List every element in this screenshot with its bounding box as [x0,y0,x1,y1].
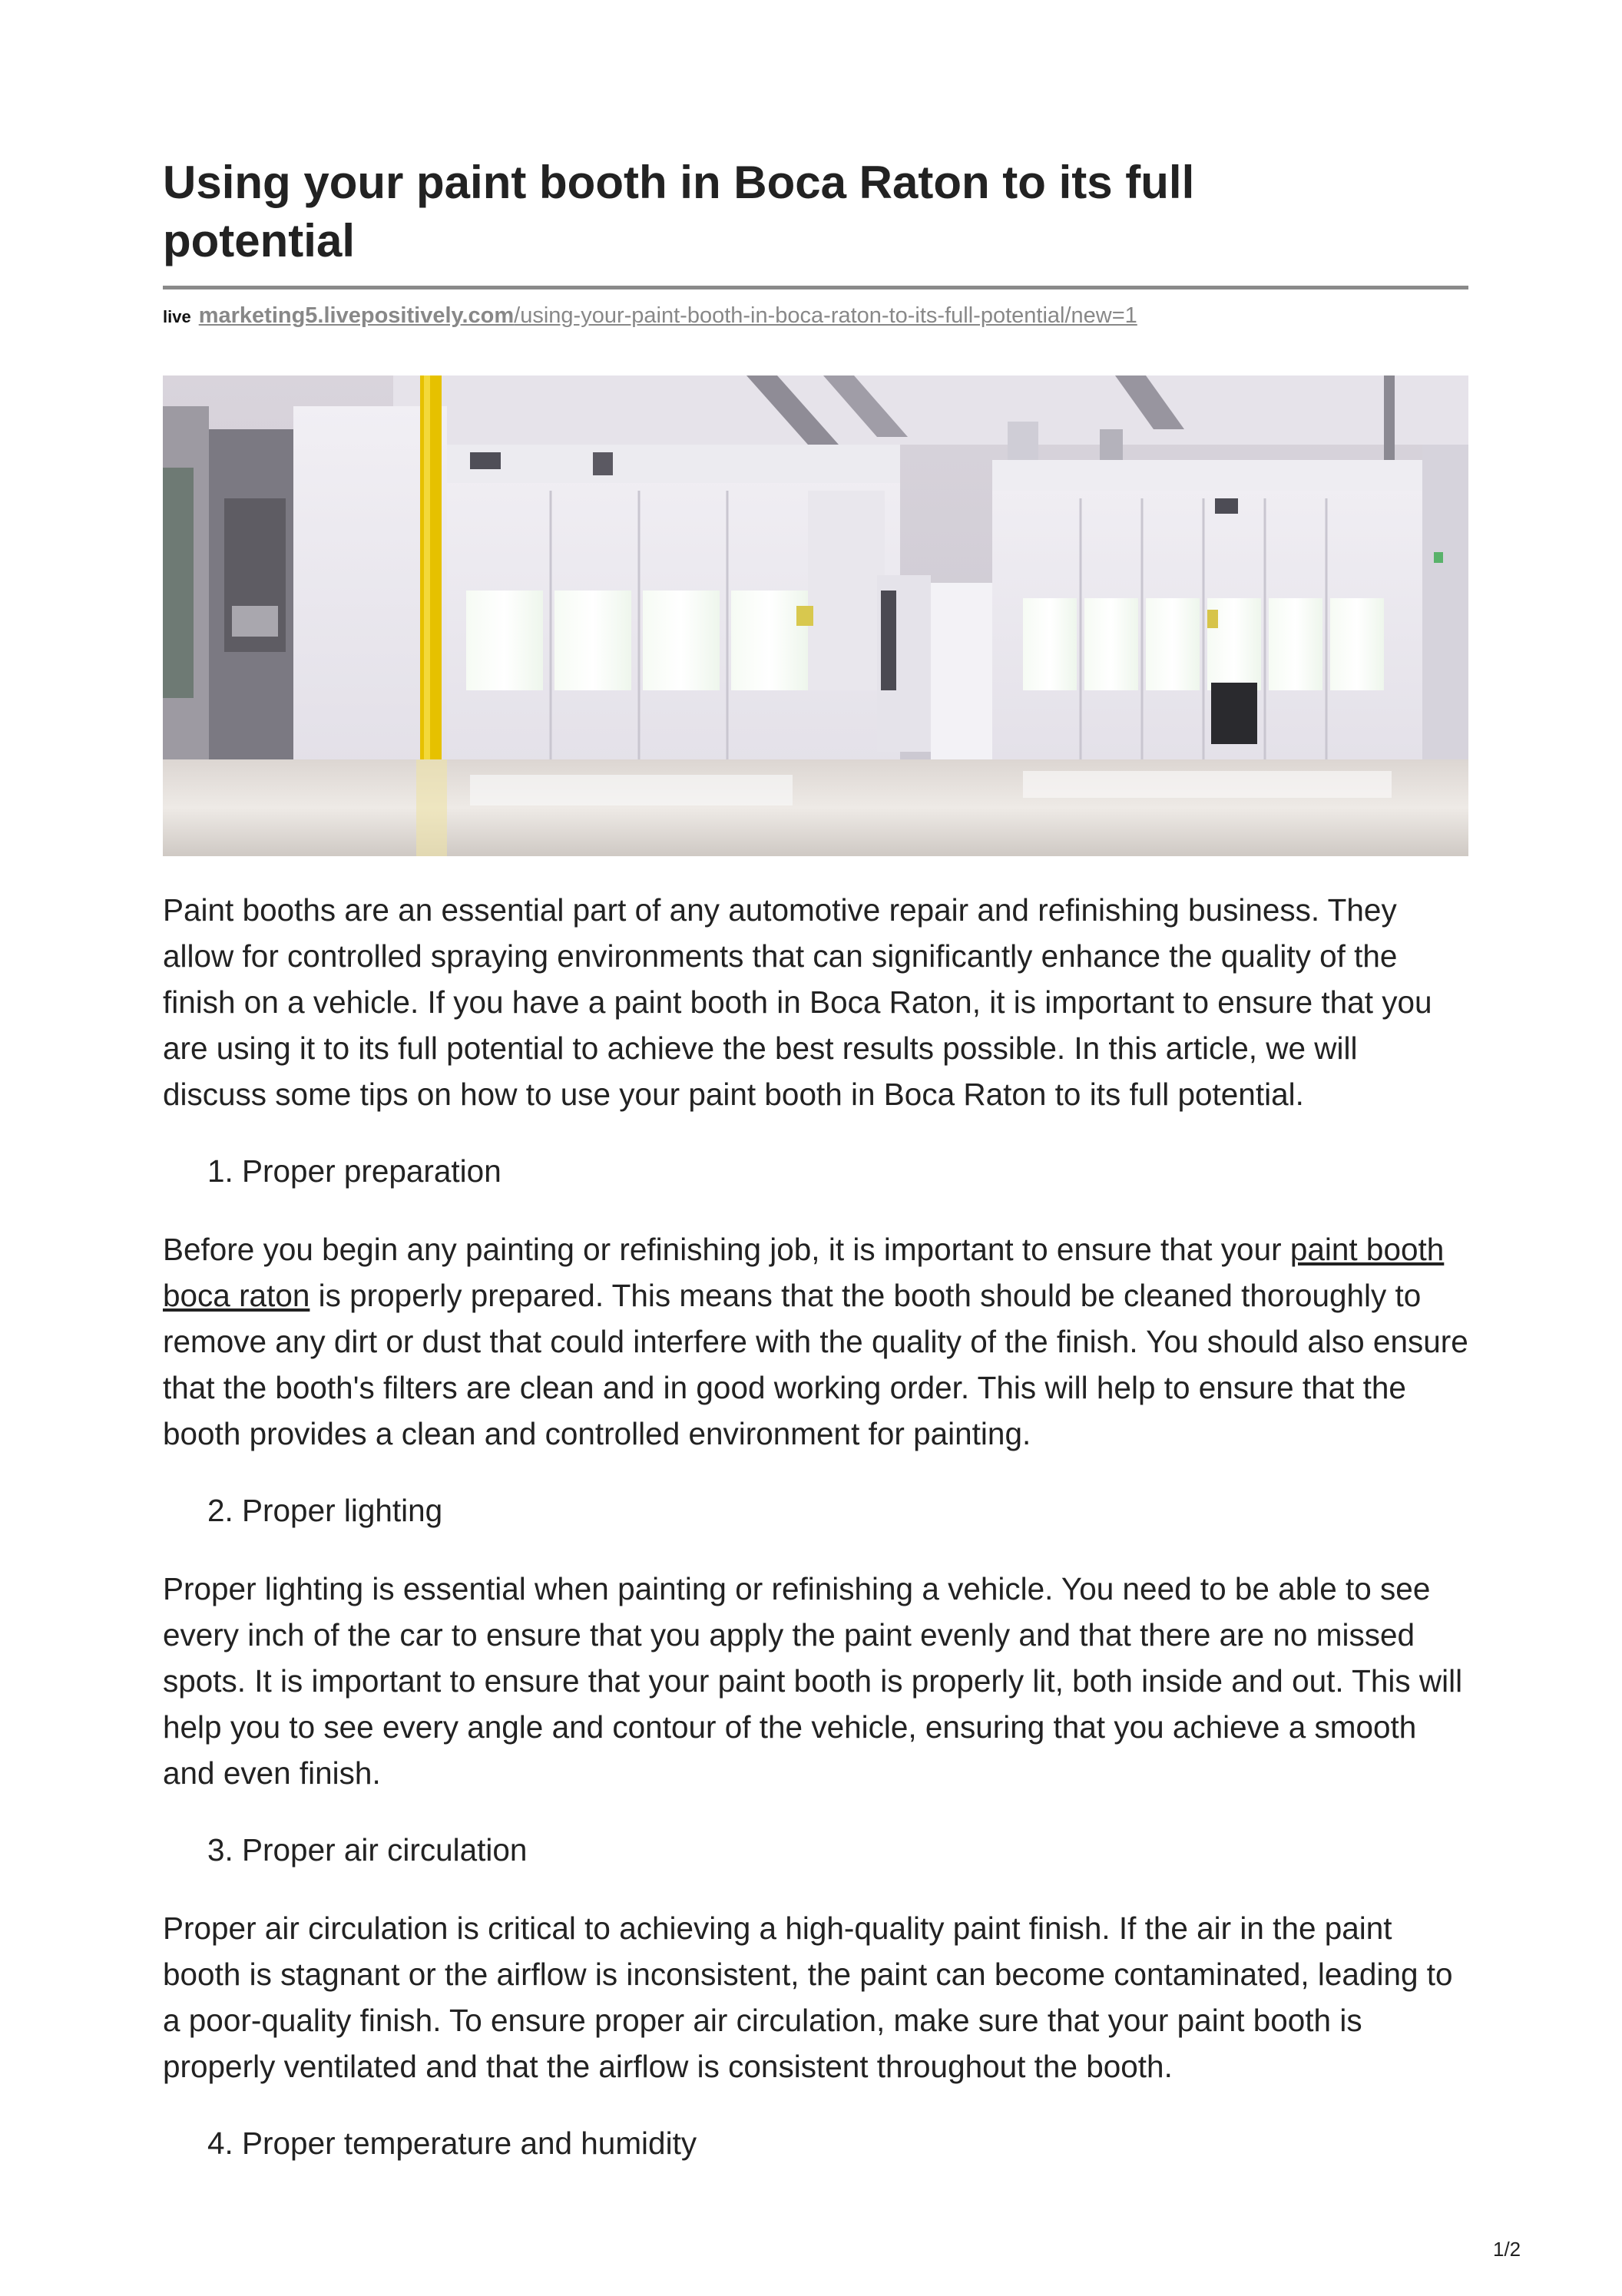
page-number: 1/2 [1493,2238,1521,2261]
article-title: Using your paint booth in Boca Raton to its full potential [163,157,1195,266]
paint-booth-photo [163,375,1468,856]
preparation-text-start: Before you begin any painting or refinishing job, it is important to ensure that your [163,1232,1290,1267]
section-body-lighting: Proper lighting is essential when painting or refinishing a vehicle. You need to be able to see every inch of the car to ensure that you apply the paint evenly and that there are no missed spots. It is important to ensure that your paint booth is properly lit, both inside and out. This will help you to see every angle and contour of the vehicle, ensuring that you achieve a smooth and even finish. [163,1571,1463,1791]
source-domain-link[interactable]: marketing5.livepositively.com [198,303,515,328]
preparation-text-end: is properly prepared. This means that the booth should be cleaned thoroughly to remove any dirt or dust that could interfere with the quality of the finish. You should also ensure that the booth's filters are clean and in good working order. This will help to ensure that the booth provides a clean and controlled environment for painting. [163,1278,1468,1451]
section-heading-lighting: 2. Proper lighting [207,1493,443,1528]
section-body-preparation [163,1226,1468,1457]
intro-paragraph: Paint booths are an essential part of any automotive repair and refinishing business. They allow for controlled spraying environments that can significantly enhance the quality of the finish on a vehicle. If you have a paint booth in Boca Raton, it is important to ensure that you are using it to its full potential to achieve the best results possible. In this article, we will discuss some tips on how to use your paint booth in Boca Raton to its full potential. [163,892,1432,1112]
section-heading-temperature-humidity: 4. Proper temperature and humidity [207,2126,697,2161]
paint-booth-boca-raton-link[interactable]: paint booth boca raton [163,1232,1445,1313]
section-heading-preparation: 1. Proper preparation [207,1153,501,1189]
section-body-air-circulation: Proper air circulation is critical to achieving a high-quality paint finish. If the air in the paint booth is stagnant or the airflow is inconsistent, the paint can become contaminated, leading to a poor-quality finish. To ensure proper air circulation, make sure that your paint booth is properly ventilated and that the airflow is consistent throughout the booth. [163,1911,1453,2084]
title-divider [163,286,1468,289]
document-page [163,154,1468,2166]
source-line [163,302,1468,331]
source-tag: live [163,307,191,326]
section-heading-air-circulation: 3. Proper air circulation [207,1832,528,1868]
source-path-link[interactable]: /using-your-paint-booth-in-boca-raton-to-its-full-potential/new=1 [514,303,1137,328]
